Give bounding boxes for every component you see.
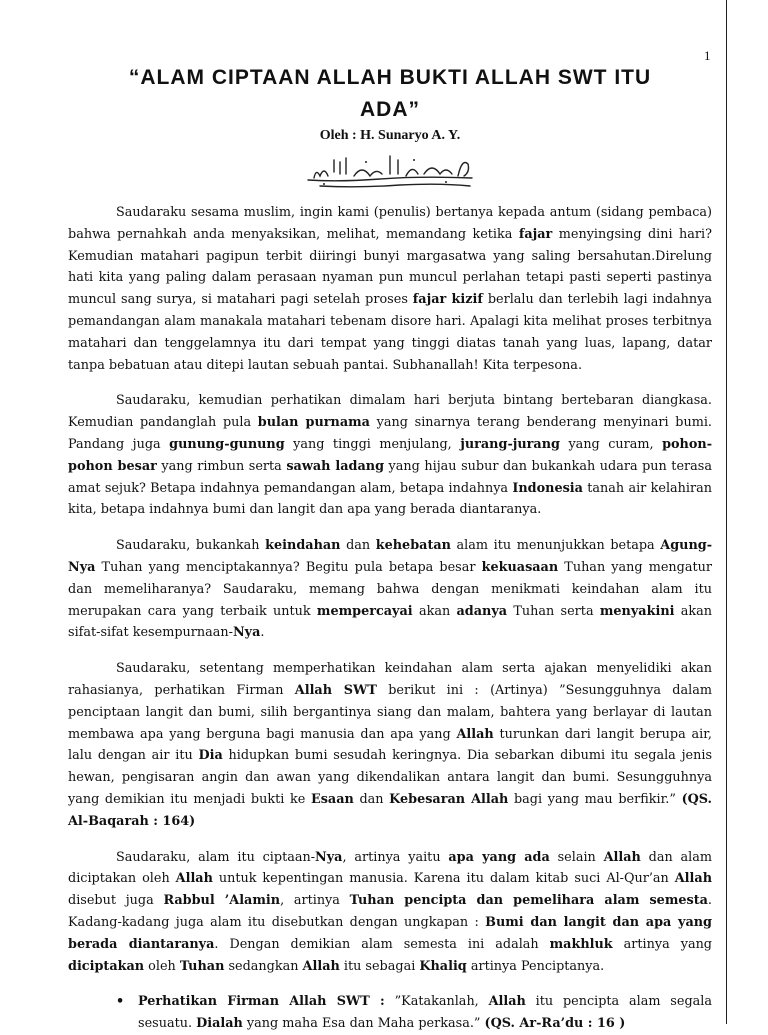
paragraph-3: Saudaraku, bukankah keindahan dan kehebatan alam itu menunjukkan betapa Agung-Nya Tuhan yang menciptakannya? Begitu pula betapa besar kekuasaan Tuhan yang mengatur dan memeliharanya? Saudaraku, memang bahwa dengan menikmati keindahan alam itu merupakan cara yang terbaik untuk mempercayai akan adanya Tuhan serta menyakini akan sifat-sifat kesempurnaan-Nya. (68, 538, 713, 641)
paragraph-1: Saudaraku sesama muslim, ingin kami (penulis) bertanya kepada antum (sidang pembaca) bahwa pernahkah anda menyaksikan, melihat, memandang ketika fajar menyingsing dini hari? Kemudian matahari pagipun terbit diiringi bunyi margasatwa yang saling bersahutan.Direlung hati kita yang paling dalam perasaan nyaman pun muncul perlahan tetapi pasti seperti pastinya muncul sang surya, si matahari pagi setelah proses fajar kizif berlalu dan terlebih lagi indahnya pemandangan alam manakala matahari tebenam disore hari. Apalagi kita melihat proses terbitnya matahari dan tenggelamnya itu dari tempat yang tinggi diatas tanah yang luas, lapang, datar tanpa bebatuan atau ditepi lautan sebuah pantai. Subhanallah! Kita terpesona. (68, 205, 712, 373)
document-title (68, 62, 712, 126)
title-line-1: “ALAM CIPTAAN ALLAH BUKTI ALLAH SWT ITU (128, 66, 652, 89)
document-body (68, 202, 712, 1035)
page-margin-rule (726, 0, 727, 1024)
bullet-item-1: • Perhatikan Firman Allah SWT : ”Katakanlah, Allah itu pencipta alam segala sesuatu. Dialah yang maha Esa dan Maha perkasa.” (QS. Ar-Ra’du : 16 ) (68, 991, 712, 1035)
paragraph-5: Saudaraku, alam itu ciptaan-Nya, artinya yaitu apa yang ada selain Allah dan alam diciptakan oleh Allah untuk kepentingan manusia. Karena itu dalam kitab suci Al-Qur’an Allah disebut juga Rabbul ’Alamin, artinya Tuhan pencipta dan pemelihara alam semesta. Kadang-kadang juga alam itu disebutkan dengan ungkapan : Bumi dan langit dan apa yang berada diantaranya. Dengan demikian alam semesta ini adalah makhluk artinya yang diciptakan oleh Tuhan sedangkan Allah itu sebagai Khaliq artinya Penciptanya. (68, 849, 713, 974)
bullet-dot-icon: • (116, 994, 125, 1010)
bismillah-calligraphy-icon (300, 150, 480, 190)
title-line-2: ADA” (360, 98, 420, 121)
bullet-list (68, 991, 712, 1035)
paragraph-2: Saudaraku, kemudian perhatikan dimalam hari berjuta bintang bertebaran diangkasa. Kemudian pandanglah pula bulan purnama yang sinarnya terang benderang menyinari bumi. Pandang juga gunung-gunung yang tinggi menjulang, jurang-jurang yang curam, pohon-pohon besar yang rimbun serta sawah ladang yang hijau subur dan bukankah udara pun terasa amat sejuk? Betapa indahnya pemandangan alam, betapa indahnya Indonesia tanah air kelahiran kita, betapa indahnya bumi dan langit dan apa yang berada diantaranya. (68, 393, 713, 518)
paragraph-4: Saudaraku, setentang memperhatikan keindahan alam serta ajakan menyelidiki akan rahasianya, perhatikan Firman Allah SWT berikut ini : (Artinya) ”Sesungguhnya dalam penciptaan langit dan bumi, silih bergantinya siang dan malam, bahtera yang berlayar di lautan membawa apa yang berguna bagi manusia dan apa yang Allah turunkan dari langit berupa air, lalu dengan air itu Dia hidupkan bumi sesudah keringnya. Dia sebarkan dibumi itu segala jenis hewan, pengisaran angin dan awan yang dikendalikan antara langit dan bumi. Sesungguhnya yang demikian itu menjadi bukti ke Esaan dan Kebesaran Allah bagi yang mau berfikir.” (QS. Al-Baqarah : 164) (68, 661, 713, 829)
page-number: 1 (704, 48, 711, 63)
author-line: Oleh : H. Sunaryo A. Y. (319, 128, 461, 143)
